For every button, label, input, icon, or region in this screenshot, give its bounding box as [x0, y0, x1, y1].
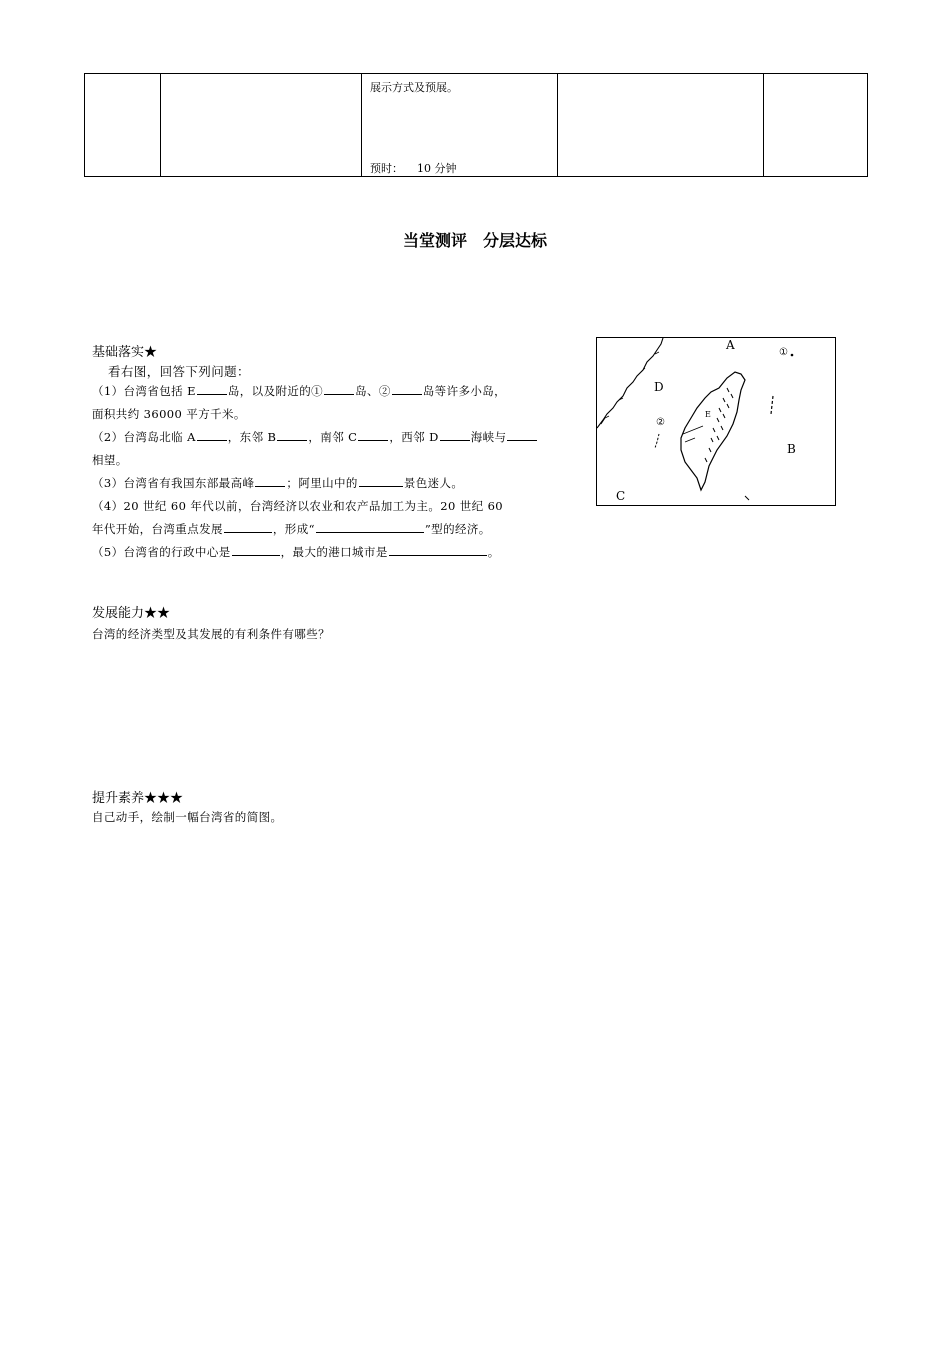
q4-text: 年代开始，台湾重点发展	[92, 522, 223, 536]
answer-blank[interactable]	[232, 544, 280, 556]
answer-blank[interactable]	[392, 383, 422, 395]
penghu-islands	[655, 434, 659, 448]
question-4-cont	[92, 521, 491, 537]
q5-text: 。	[487, 545, 500, 559]
q4-text: ”型的经济。	[424, 522, 491, 536]
q2-text: ，东邻 B	[227, 430, 277, 444]
question-1-cont: 面积共约 36000 平方千米。	[92, 407, 246, 421]
map-label-d: D	[654, 380, 664, 394]
map-label-island-2: ②	[656, 417, 665, 428]
answer-blank[interactable]	[255, 475, 285, 487]
question-4: （4）20 世纪 60 年代以前，台湾经济以农业和农产品加工为主。20 世纪 60	[92, 499, 504, 513]
question-2-cont: 相望。	[92, 453, 128, 467]
q2-text: （2）台湾岛北临 A	[92, 430, 196, 444]
q1-text: 岛等许多小岛，	[422, 384, 507, 398]
q5-text: ，最大的港口城市是	[280, 545, 388, 559]
coastline-detail	[601, 352, 659, 424]
q3-text: 景色迷人。	[403, 476, 464, 490]
map-label-island-1: ①	[779, 347, 788, 358]
taiwan-map-drawing	[597, 338, 835, 505]
section-heading-basic: 基础落实★	[92, 345, 158, 360]
answer-blank[interactable]	[440, 429, 470, 441]
answer-blank[interactable]	[507, 429, 537, 441]
time-value: 10 分钟	[417, 162, 457, 175]
answer-blank[interactable]	[197, 383, 227, 395]
improve-question: 自己动手，绘制一幅台湾省的简图。	[92, 810, 283, 824]
table-cell	[85, 74, 161, 177]
answer-blank[interactable]	[324, 383, 354, 395]
q1-text: （1）台湾省包括 E	[92, 384, 196, 398]
time-label: 预时：	[370, 162, 403, 175]
south-island	[745, 496, 749, 500]
answer-blank[interactable]	[358, 429, 388, 441]
section-heading-develop: 发展能力★★	[92, 606, 171, 621]
east-islands	[771, 396, 773, 414]
q3-text: （3）台湾省有我国东部最高峰	[92, 476, 255, 490]
q2-text: ，西邻 D	[389, 430, 439, 444]
table-cell	[764, 74, 868, 177]
q2-text: ，南邻 C	[308, 430, 358, 444]
question-1	[92, 383, 506, 399]
island-one	[791, 354, 794, 357]
question-5	[92, 544, 500, 560]
question-3	[92, 475, 463, 491]
answer-blank[interactable]	[197, 429, 227, 441]
time-text	[370, 160, 457, 176]
q1-text: 岛、②	[355, 384, 391, 398]
answer-blank[interactable]	[224, 521, 272, 533]
q3-text: ；阿里山中的	[286, 476, 358, 490]
map-label-c: C	[616, 489, 626, 503]
map-label-a: A	[726, 338, 735, 352]
answer-blank[interactable]	[359, 475, 403, 487]
develop-question: 台湾的经济类型及其发展的有利条件有哪些？	[92, 627, 330, 641]
table-cell-text: 展示方式及预展。	[370, 81, 458, 94]
table-cell	[362, 74, 558, 177]
taiwan-map	[596, 337, 836, 506]
q5-text: （5）台湾省的行政中心是	[92, 545, 231, 559]
q2-text: 海峡与	[470, 430, 507, 444]
section-heading-improve: 提升素养★★★	[92, 791, 184, 806]
answer-blank[interactable]	[389, 544, 487, 556]
q1-text: 岛，以及附近的①	[227, 384, 324, 398]
answer-blank[interactable]	[277, 429, 307, 441]
map-label-e: E	[705, 410, 711, 419]
q4-text: ，形成“	[272, 522, 315, 536]
table-row	[85, 74, 868, 177]
lesson-table	[84, 73, 868, 177]
table-cell	[558, 74, 764, 177]
page-title: 当堂测评 分层达标	[402, 231, 547, 250]
question-2	[92, 429, 538, 445]
table-cell	[161, 74, 362, 177]
intro-text: 看右图，回答下列问题：	[108, 364, 250, 379]
map-label-b: B	[787, 442, 796, 456]
answer-blank[interactable]	[316, 521, 424, 533]
